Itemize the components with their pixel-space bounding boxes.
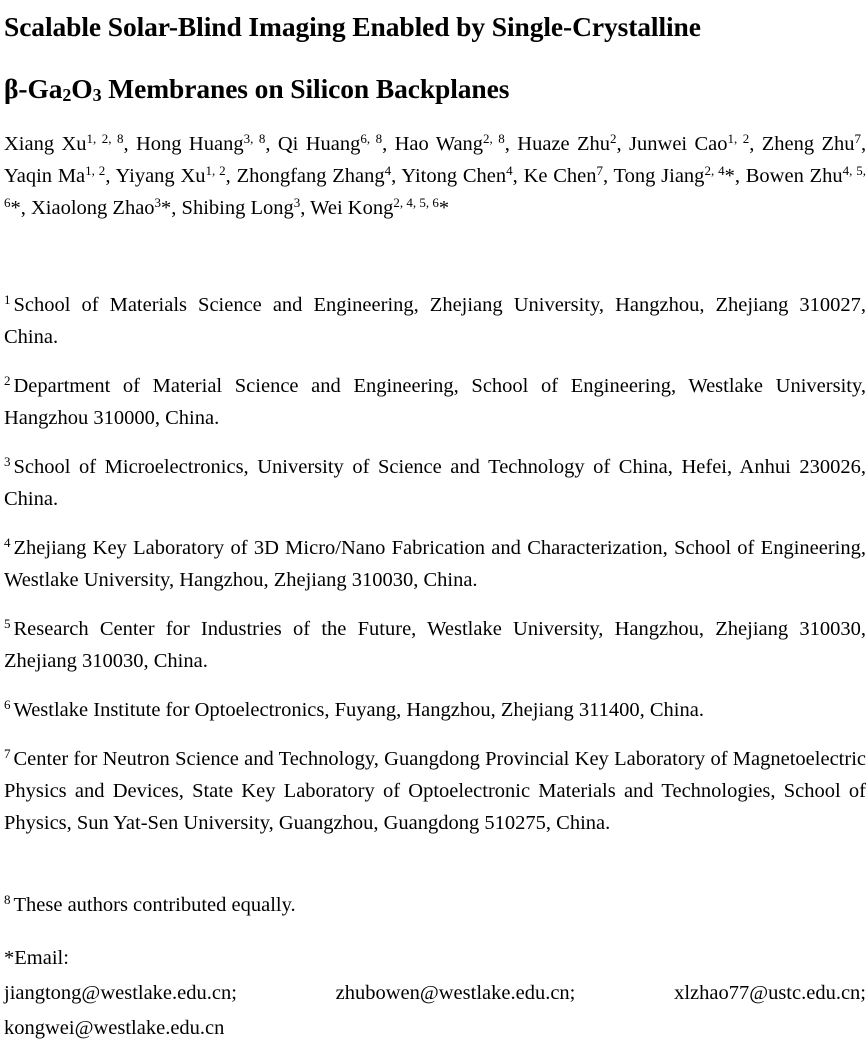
corresponding-star: *: [161, 197, 172, 219]
author-separator: ,: [734, 165, 746, 187]
author: [237, 165, 402, 187]
paper-title: [4, 0, 866, 120]
author-name: Xiang Xu: [4, 133, 87, 155]
author-affiliation-marker: 3: [293, 195, 301, 210]
author-affiliation-marker: 2, 4: [704, 163, 725, 178]
author-separator: ,: [123, 133, 136, 155]
affiliation: [4, 889, 866, 921]
author-affiliation-marker: 3, 8: [243, 131, 266, 146]
affiliation-text: School of Microelectronics, University of Science and Technology of China, Hefei, Anhui 230026, China.: [4, 456, 866, 510]
author-name: Hong Huang: [136, 133, 244, 155]
author-name: Hao Wang: [394, 133, 484, 155]
author-affiliation-marker: 1, 2: [205, 163, 226, 178]
author: [4, 133, 136, 155]
author-affiliation-marker: 6, 8: [360, 131, 383, 146]
author-affiliation-marker: 4: [506, 163, 513, 178]
affiliation-number: 2: [4, 373, 11, 388]
author: [762, 133, 866, 155]
author: [115, 165, 236, 187]
author-affiliation-marker: 7: [854, 131, 862, 146]
author-separator: ,: [225, 165, 237, 187]
affiliation: [4, 370, 866, 434]
author-name: Yiyang Xu: [115, 165, 206, 187]
author-affiliation-marker: 3: [154, 195, 162, 210]
title-subscript-3: 3: [92, 85, 102, 105]
title-line-1: Scalable Solar-Blind Imaging Enabled by Single-Crystalline: [4, 11, 701, 42]
author-name: Qi Huang: [277, 133, 361, 155]
author: [524, 165, 614, 187]
email-address[interactable]: zhubowen@westlake.edu.cn;: [335, 982, 576, 1004]
author-affiliation-marker: 2, 8: [483, 131, 505, 146]
author-separator: ,: [382, 133, 395, 155]
author: [517, 133, 629, 155]
author-affiliation-marker: 7: [596, 163, 604, 178]
author-name: Zheng Zhu: [761, 133, 855, 155]
affiliation-number: 1: [4, 292, 11, 307]
affiliation-text: Zhejiang Key Laboratory of 3D Micro/Nano Fabrication and Characterization, School of Engineering, Westlake University, Hangzhou, Zhejiang 310030, China.: [4, 537, 866, 591]
title-formula-prefix: β-Ga: [4, 73, 63, 104]
author-name: Yaqin Ma: [4, 165, 86, 187]
author: [395, 133, 518, 155]
author-affiliation-marker: 4, 5, 6: [4, 163, 867, 210]
author-name: Junwei Cao: [629, 133, 728, 155]
author-affiliation-marker: 4: [384, 163, 392, 178]
author: [629, 133, 762, 155]
author-name: Ke Chen: [523, 165, 597, 187]
author: [614, 165, 746, 187]
author-name: Bowen Zhu: [745, 165, 843, 187]
author: [31, 197, 182, 219]
author-name: Huaze Zhu: [517, 133, 611, 155]
author-affiliation-marker: 2: [610, 131, 617, 146]
author-name: Yitong Chen: [401, 165, 507, 187]
author-separator: ,: [265, 133, 278, 155]
author-separator: ,: [391, 165, 402, 187]
author-affiliation-marker: 2, 4, 5, 6: [393, 195, 439, 210]
author-affiliation-marker: 1, 2: [85, 163, 106, 178]
title-formula-oxygen: O: [71, 73, 93, 104]
author-separator: ,: [861, 133, 867, 155]
affiliation-number: 4: [4, 535, 11, 550]
author: [401, 165, 523, 187]
affiliation: [4, 694, 866, 726]
author-name: Tong Jiang: [613, 165, 705, 187]
author: [310, 197, 449, 219]
author: [136, 133, 278, 155]
corresponding-star: *: [724, 165, 735, 187]
author-separator: ,: [105, 165, 116, 187]
corresponding-star: *: [10, 197, 21, 219]
affiliation: [4, 289, 866, 353]
author-separator: ,: [749, 133, 762, 155]
affiliation: [4, 451, 866, 515]
affiliation-number: 7: [4, 746, 11, 761]
corresponding-star: *: [438, 197, 450, 219]
title-subscript-2: 2: [62, 85, 72, 105]
email-label: *Email:: [4, 947, 69, 969]
affiliation-text: Center for Neutron Science and Technology, Guangdong Provincial Key Laboratory of Magnetoelectric Physics and Devices, State Key Laboratory of Optoelectronic Materials and Technologies, School of Physics, Sun Yat-Sen University, Guangzhou, Guangdong 510275, China.: [4, 748, 866, 834]
affiliation-number: 6: [4, 697, 11, 712]
email-address[interactable]: kongwei@westlake.edu.cn: [4, 1017, 225, 1039]
author: [278, 133, 395, 155]
author-separator: ,: [171, 197, 182, 219]
author-separator: ,: [512, 165, 524, 187]
author: [182, 197, 311, 219]
affiliation-number: 8: [4, 892, 11, 907]
author-name: Zhongfang Zhang: [236, 165, 385, 187]
email-address[interactable]: xlzhao77@ustc.edu.cn;: [674, 982, 866, 1004]
author-separator: ,: [300, 197, 311, 219]
author-separator: ,: [616, 133, 630, 155]
author-separator: ,: [603, 165, 614, 187]
email-block: [4, 941, 866, 1046]
affiliation: [4, 743, 866, 839]
affiliation-text: School of Materials Science and Engineering, Zhejiang University, Hangzhou, Zhejiang 310027, China.: [4, 294, 866, 348]
title-line-2: [4, 58, 866, 120]
email-row: [4, 976, 866, 1011]
affiliation-text: Department of Material Science and Engineering, School of Engineering, Westlake University, Hangzhou 310000, China.: [4, 375, 866, 429]
author-name: Shibing Long: [181, 197, 294, 219]
author-affiliation-marker: 1, 2, 8: [86, 131, 124, 146]
affiliation: [4, 613, 866, 677]
affiliation-number: 3: [4, 454, 11, 469]
affiliation-text: These authors contributed equally.: [13, 894, 296, 916]
author-name: Wei Kong: [310, 197, 394, 219]
author-separator: ,: [20, 197, 31, 219]
title-line-2-rest: Membranes on Silicon Backplanes: [101, 73, 510, 104]
affiliation-text: Research Center for Industries of the Future, Westlake University, Hangzhou, Zhejiang 310030, Zhejiang 310030, China.: [4, 618, 866, 672]
author-affiliation-marker: 1, 2: [727, 131, 750, 146]
affiliation-number: 5: [4, 616, 11, 631]
author-name: Xiaolong Zhao: [31, 197, 155, 219]
author-list: [4, 128, 866, 224]
author-separator: ,: [504, 133, 518, 155]
affiliation-text: Westlake Institute for Optoelectronics, Fuyang, Hangzhou, Zhejiang 311400, China.: [13, 699, 704, 721]
author: [4, 165, 115, 187]
affiliation: [4, 532, 866, 596]
email-address[interactable]: jiangtong@westlake.edu.cn;: [4, 982, 237, 1004]
